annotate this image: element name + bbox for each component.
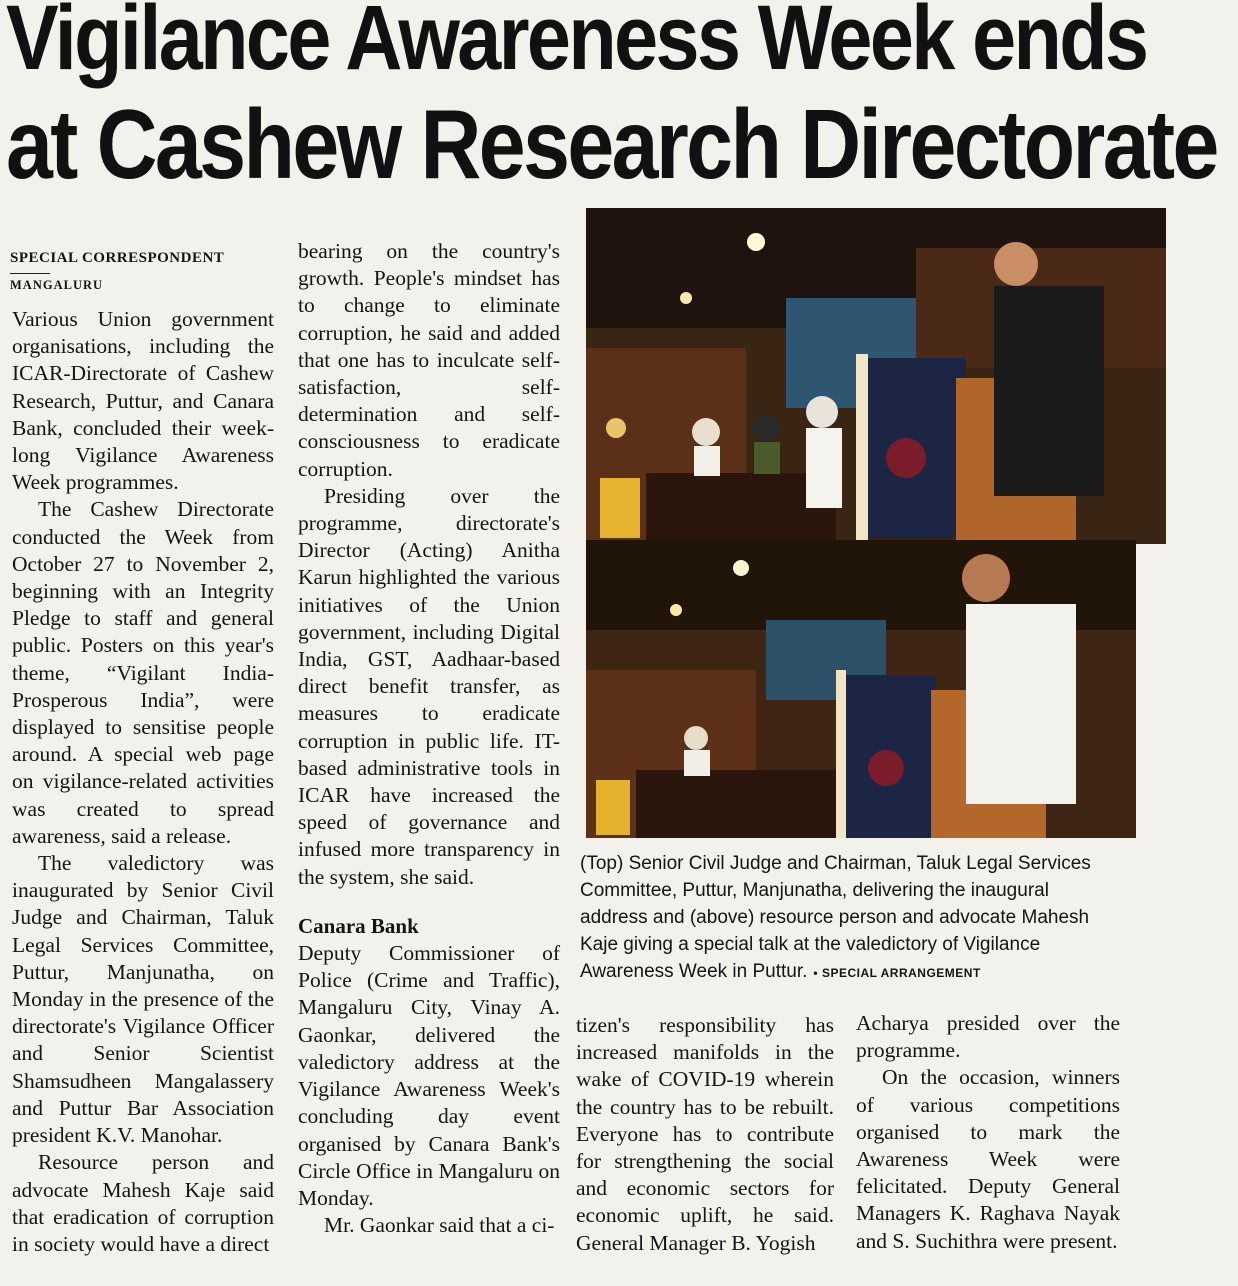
paragraph: tizen's responsibility has increased manifolds in the wake of COVID-19 wherein the country has to be rebuilt. Everyone has to contribute for strengthening the social and economic sectors for economic uplift, he said. General Manager B. Yogish (576, 1013, 834, 1255)
paragraph: The valedictory was inaugurated by Senior Civil Judge and Chairman, Taluk Legal Services Committee, Puttur, Manjunatha, on Monday in the presence of the directorate's Vigilance Officer and Senior Scientist Shamsudheen Mangalassery and Puttur Bar Association president K.V. Manohar. (12, 851, 274, 1148)
paragraph: Presiding over the programme, directorate's Director (Acting) Anitha Karun highlighted the various initiatives of the Union government, including Digital India, GST, Aadhaar-based direct benefit transfer, as measures to eradicate corruption in public life. IT-based administrative tools in ICAR have increased the speed of governance and infused more transparency in the system, she said. (298, 483, 560, 889)
paragraph: The Cashew Directorate conducted the Week from October 27 to November 2, beginning with an Integrity Pledge to staff and general public. Posters on this year's theme, “Vigilant India- Prosperous India”, were displayed to sensitise people around. A special web page on vigilance-related activities was created to spread awareness, said a release. (12, 497, 274, 848)
subhead-canara-bank: Canara Bank (298, 913, 419, 938)
paragraph: On the occasion, winners of various competitions organised to mark the Awareness Week were felicitated. Deputy General Managers K. Raghava Nayak and S. Suchithra were present. (856, 1065, 1120, 1253)
paragraph: Resource person and advocate Mahesh Kaje said that eradication of corruption in society would have a direct (12, 1150, 274, 1256)
paragraph: bearing on the country's growth. People's mindset has to change to eliminate corruption, he said and added that one has to inculcate self-satisfaction, self-determination and self-consciousness to eradicate corruption. (298, 239, 560, 481)
photo-bottom-special-talk (586, 540, 1136, 838)
photo-caption (580, 850, 1120, 987)
article-column-1 (12, 306, 274, 1258)
article-column-3 (576, 1012, 834, 1257)
caption-credit: • SPECIAL ARRANGEMENT (813, 966, 981, 980)
photo-top-inaugural-address (586, 208, 1166, 544)
byline-correspondent: SPECIAL CORRESPONDENT (10, 250, 225, 266)
headline-line-2: at Cashew Research Directorate (6, 89, 1217, 199)
paragraph: Mr. Gaonkar said that a ci- (324, 1213, 555, 1238)
paragraph: Acharya presided over the programme. (856, 1011, 1120, 1063)
headline (6, 0, 1217, 199)
headline-line-1: Vigilance Awareness Week ends (6, 0, 1147, 89)
article-column-2 (298, 238, 560, 1239)
article-column-4 (856, 1010, 1120, 1255)
paragraph: Various Union government organisations, including the ICAR-Directorate of Cashew Research, Puttur, and Canara Bank, concluded their week-long Vigilance Awareness Week programmes. (12, 307, 274, 495)
paragraph: Deputy Commissioner of Police (Crime and Traffic), Mangaluru City, Vinay A. Gaonkar, delivered the valedictory address at the Vigilance Awareness Week's concluding day event organised by Canara Bank's Circle Office in Mangaluru on Monday. (298, 941, 560, 1210)
caption-text: (Top) Senior Civil Judge and Chairman, Taluk Legal Services Committee, Puttur, Manjunatha, delivering the inaugural address and (above) resource person and advocate Mahesh Kaje giving a special talk at the valedictory of Vigilance Awareness Week in Puttur. (580, 853, 1091, 982)
byline-rule (10, 273, 50, 274)
byline-location: MANGALURU (10, 278, 104, 292)
byline (10, 250, 224, 293)
